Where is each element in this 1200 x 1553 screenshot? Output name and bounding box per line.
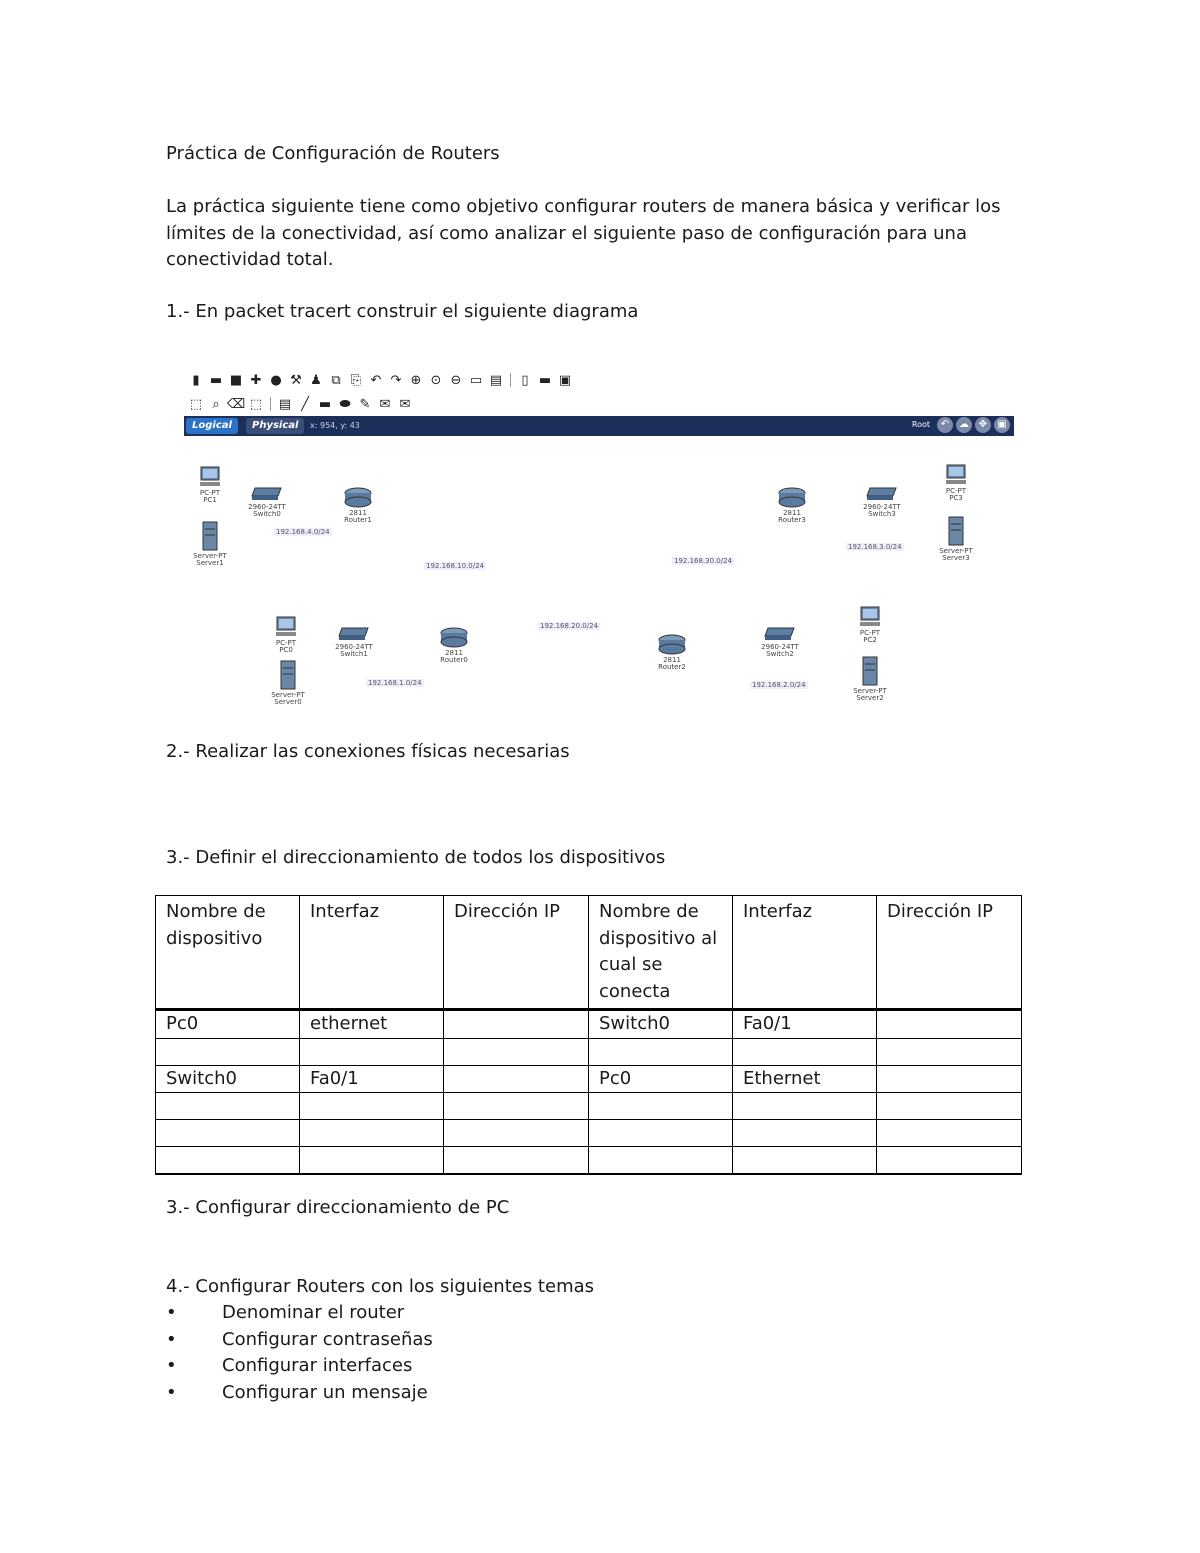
- device-model: 2960-24TT: [863, 503, 901, 511]
- device-switch0[interactable]: [237, 486, 297, 518]
- router-icon: [777, 486, 807, 508]
- switch-icon: [251, 486, 283, 502]
- table-cell: [877, 1065, 1022, 1093]
- table-cell: [733, 1120, 877, 1147]
- server-icon: [201, 521, 219, 551]
- back-icon[interactable]: ↶: [937, 417, 953, 433]
- device-icon: ▯: [521, 372, 529, 388]
- table-header: Interfaz: [733, 896, 877, 1010]
- device-model: PC-PT: [275, 639, 297, 647]
- table-row: [156, 1010, 1022, 1039]
- network-label: 192.168.4.0/24: [276, 528, 330, 536]
- select-icon: ⬚: [189, 396, 203, 412]
- pc-icon: [274, 616, 298, 638]
- device-model: PC-PT: [945, 487, 967, 495]
- device-name: Server0: [274, 698, 302, 706]
- zoom-reset-icon: ⊙: [430, 372, 442, 388]
- open-envelope-icon: ✉: [399, 396, 411, 412]
- device-model: 2960-24TT: [335, 643, 373, 651]
- device-model: 2811: [349, 509, 367, 517]
- network-label: 192.168.3.0/24: [848, 543, 902, 551]
- device-router3[interactable]: [762, 486, 822, 524]
- device-name: PC2: [863, 636, 877, 644]
- device-model: PC-PT: [199, 489, 221, 497]
- table-cell: Pc0: [589, 1065, 733, 1093]
- device-name: Router2: [658, 663, 686, 671]
- packet-tracer-screenshot: [182, 366, 1014, 714]
- table-cell: [877, 1147, 1022, 1174]
- table-cell: [589, 1147, 733, 1174]
- table-cell: [444, 1065, 589, 1093]
- screen-icon: ▬: [538, 372, 552, 388]
- info-icon: ●: [270, 372, 282, 388]
- table-cell: [444, 1093, 589, 1120]
- device-pc0[interactable]: [256, 616, 316, 654]
- table-cell: [733, 1038, 877, 1065]
- table-cell: [444, 1038, 589, 1065]
- device-model: 2811: [783, 509, 801, 517]
- device-model: 2960-24TT: [761, 643, 799, 651]
- device-model: Server-PT: [193, 552, 227, 560]
- device-switch2[interactable]: [750, 626, 810, 658]
- table-cell: [156, 1038, 300, 1065]
- device-name: Switch3: [868, 510, 896, 518]
- table-cell: Ethernet: [733, 1065, 877, 1093]
- table-cell: [300, 1120, 444, 1147]
- table-header-row: [156, 896, 1022, 1010]
- network-label: 192.168.1.0/24: [368, 679, 422, 687]
- pdu-icon: ✉: [379, 396, 391, 412]
- device-switch3[interactable]: [852, 486, 912, 518]
- table-row: [156, 1120, 1022, 1147]
- table-cell: [877, 1093, 1022, 1120]
- table-cell: [589, 1038, 733, 1065]
- zoom-in-icon: ⊕: [410, 372, 422, 388]
- device-model: 2960-24TT: [248, 503, 286, 511]
- intro-paragraph: La práctica siguiente tiene como objetivo configurar routers de manera básica y verificar los límites de la conectividad, así como analizar el siguiente paso de configuración para una conectividad total.: [166, 196, 1001, 270]
- pencil-icon: ✎: [359, 396, 371, 412]
- device-name: PC1: [203, 496, 217, 504]
- list-item: [166, 1380, 433, 1407]
- paste-icon: ⎘: [350, 372, 362, 388]
- device-router2[interactable]: [642, 633, 702, 671]
- table-header: Dirección IP: [444, 896, 589, 1010]
- list-item: [166, 1300, 433, 1327]
- step-3-heading: 3.- Definir el direccionamiento de todos los dispositivos: [166, 847, 666, 868]
- step-1-heading: 1.- En packet tracert construir el siguiente diagrama: [166, 301, 639, 322]
- table-row: [156, 1093, 1022, 1120]
- pc-icon: [198, 466, 222, 488]
- table-cell: [444, 1120, 589, 1147]
- device-name: Router0: [440, 656, 468, 664]
- device-model: 2811: [445, 649, 463, 657]
- table-cell: Fa0/1: [300, 1065, 444, 1093]
- tab-logical[interactable]: Logical: [186, 418, 238, 434]
- rect-draw-icon: ▬: [318, 396, 332, 412]
- addressing-table: [155, 895, 1022, 1175]
- table-cell: [300, 1093, 444, 1120]
- table-cell: [444, 1010, 589, 1039]
- router-icon: [439, 626, 469, 648]
- line-icon: ╱: [301, 396, 309, 412]
- redo-icon: ↷: [390, 372, 402, 388]
- device-name: Router1: [344, 516, 372, 524]
- device-name: Switch0: [253, 510, 281, 518]
- note-icon: ▤: [278, 396, 292, 412]
- switch-icon: [338, 626, 370, 642]
- topics-list: [166, 1300, 433, 1406]
- network-label: 192.168.20.0/24: [540, 622, 599, 630]
- device-server2[interactable]: [840, 656, 900, 702]
- pc-icon: [944, 464, 968, 486]
- table-cell: [733, 1093, 877, 1120]
- root-label: Root: [911, 420, 930, 429]
- device-model: Server-PT: [271, 691, 305, 699]
- table-cell: [156, 1093, 300, 1120]
- list-item: [166, 1327, 433, 1354]
- table-cell: [300, 1147, 444, 1174]
- bullet-icon: •: [166, 1302, 177, 1323]
- rectangle-icon: ▭: [469, 372, 483, 388]
- switch-icon: [866, 486, 898, 502]
- user-icon: ♟: [310, 372, 322, 388]
- device-name: Server3: [942, 554, 970, 562]
- palette-icon: ▤: [489, 372, 503, 388]
- zoom-out-icon: ⊖: [450, 372, 462, 388]
- copy-icon: ⧉: [331, 372, 341, 388]
- device-server3[interactable]: [926, 516, 986, 562]
- open-folder-icon: ▬: [209, 372, 223, 388]
- list-item-text: Configurar un mensaje: [222, 1381, 428, 1403]
- device-switch1[interactable]: [324, 626, 384, 658]
- device-router1[interactable]: [328, 486, 388, 524]
- save-icon: ■: [229, 372, 243, 388]
- device-model: Server-PT: [853, 687, 887, 695]
- step-4-heading: 4.- Configurar Routers con los siguientes temas: [166, 1276, 595, 1297]
- device-name: Router3: [778, 516, 806, 524]
- ellipse-icon: ⬬: [339, 396, 351, 412]
- coordinates-readout: x: 954, y: 43: [310, 421, 360, 430]
- table-header: Nombre de dispositivo al cual se conecta: [589, 896, 733, 1010]
- table-header: Dirección IP: [877, 896, 1022, 1010]
- table-header: Nombre de dispositivo: [156, 896, 300, 1010]
- device-model: 2811: [663, 656, 681, 664]
- router-icon: [343, 486, 373, 508]
- table-cell: Fa0/1: [733, 1010, 877, 1039]
- device-pc1[interactable]: [180, 466, 240, 504]
- bullet-icon: •: [166, 1355, 177, 1376]
- table-cell: Pc0: [156, 1010, 300, 1039]
- viewport-icon[interactable]: ▣: [994, 417, 1010, 433]
- device-pc2[interactable]: [840, 606, 900, 644]
- table-cell: Switch0: [156, 1065, 300, 1093]
- table-cell: [589, 1120, 733, 1147]
- cluster-icon[interactable]: ☁: [956, 417, 972, 433]
- device-pc3[interactable]: [926, 464, 986, 502]
- network-label: 192.168.30.0/24: [674, 557, 733, 565]
- navigation-icon[interactable]: ✥: [975, 417, 991, 433]
- table-cell: ethernet: [300, 1010, 444, 1039]
- table-cell: Switch0: [589, 1010, 733, 1039]
- device-name: Server2: [856, 694, 884, 702]
- device-name: Server1: [196, 559, 224, 567]
- device-name: Switch1: [340, 650, 368, 658]
- table-cell: [877, 1038, 1022, 1065]
- table-cell: [444, 1147, 589, 1174]
- bullet-icon: •: [166, 1328, 177, 1350]
- table-cell: [877, 1010, 1022, 1039]
- server-icon: [279, 660, 297, 690]
- server-icon: [947, 516, 965, 546]
- table-cell: [589, 1093, 733, 1120]
- bullet-icon: •: [166, 1381, 177, 1403]
- workspace-bar: [184, 416, 1014, 436]
- device-server0[interactable]: [258, 660, 318, 706]
- network-label: 192.168.2.0/24: [752, 681, 806, 689]
- resize-icon: ⬚: [249, 396, 263, 412]
- device-router0[interactable]: [424, 626, 484, 664]
- wizard-icon: ⚒: [290, 372, 302, 388]
- pc-icon: [858, 606, 882, 628]
- table-row: [156, 1038, 1022, 1065]
- print-icon: ✚: [250, 372, 262, 388]
- device-name: Switch2: [766, 650, 794, 658]
- switch-icon: [764, 626, 796, 642]
- device-name: PC3: [949, 494, 963, 502]
- delete-icon: ⌫: [226, 396, 246, 412]
- router-icon: [657, 633, 687, 655]
- step-2-heading: 2.- Realizar las conexiones físicas necesarias: [166, 741, 570, 762]
- list-item-text: Configurar contraseñas: [222, 1328, 433, 1350]
- inspect-icon: ⌕: [212, 396, 220, 412]
- monitor-icon: ▣: [558, 372, 572, 388]
- undo-icon: ↶: [370, 372, 382, 388]
- list-item: [166, 1353, 433, 1380]
- table-cell: [156, 1147, 300, 1174]
- table-row: [156, 1147, 1022, 1174]
- device-model: PC-PT: [859, 629, 881, 637]
- table-row: [156, 1065, 1022, 1093]
- table-cell: [733, 1147, 877, 1174]
- table-header: Interfaz: [300, 896, 444, 1010]
- network-label: 192.168.10.0/24: [426, 562, 485, 570]
- table-cell: [300, 1038, 444, 1065]
- step-3b-heading: 3.- Configurar direccionamiento de PC: [166, 1197, 510, 1218]
- list-item-text: Denominar el router: [222, 1302, 405, 1323]
- list-item-text: Configurar interfaces: [222, 1355, 413, 1376]
- server-icon: [861, 656, 879, 686]
- secondary-toolbar: [188, 396, 413, 412]
- device-model: Server-PT: [939, 547, 973, 555]
- tab-physical[interactable]: Physical: [246, 418, 304, 434]
- page-title: Práctica de Configuración de Routers: [166, 143, 500, 164]
- table-cell: [877, 1120, 1022, 1147]
- table-cell: [156, 1120, 300, 1147]
- new-file-icon: ▮: [192, 372, 200, 388]
- device-server1[interactable]: [180, 521, 240, 567]
- main-toolbar: [188, 372, 573, 388]
- device-name: PC0: [279, 646, 293, 654]
